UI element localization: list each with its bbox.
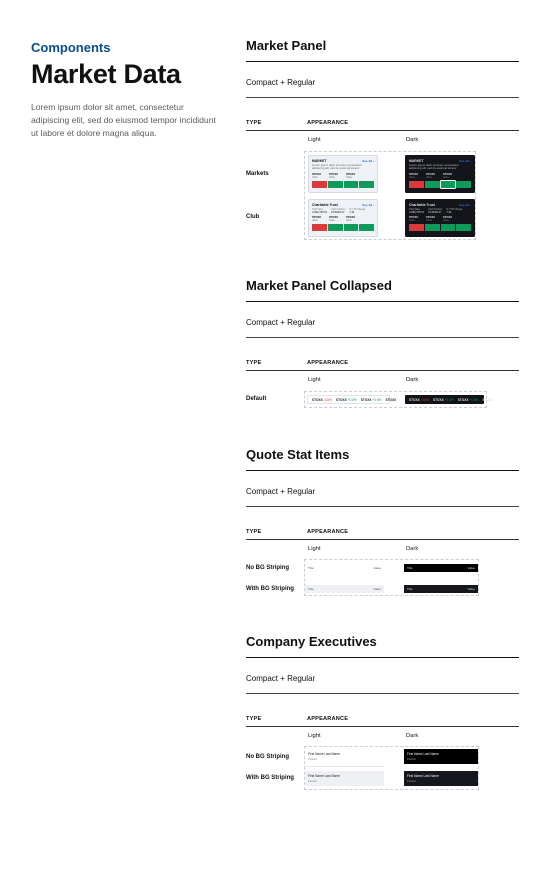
market-tile[interactable] <box>359 224 374 231</box>
row-label-with-striping: With BG Striping <box>246 775 294 781</box>
market-tile[interactable] <box>456 224 471 231</box>
market-tile[interactable] <box>409 224 424 231</box>
stat-item: STOXX Value <box>426 216 436 222</box>
dark-label: Dark <box>406 377 419 384</box>
see-all-link[interactable]: See All › <box>459 159 471 163</box>
executive-light <box>305 749 384 764</box>
kv-item: Cash Position PCS009.47 <box>331 209 346 214</box>
section-title: Quote Stat Items <box>246 447 350 462</box>
section-market-panel-collapsed <box>246 278 519 413</box>
executive-name: First Name Last Name <box>407 774 439 778</box>
executive-name: First Name Last Name <box>407 752 439 756</box>
market-tile[interactable] <box>441 224 456 231</box>
market-tile[interactable] <box>312 224 327 231</box>
stat-value: Value <box>467 587 475 591</box>
market-card-light <box>308 155 378 193</box>
light-label: Light <box>308 546 321 553</box>
executive-light-striped <box>305 771 384 786</box>
market-tile[interactable] <box>344 224 359 231</box>
stat-item: STOXX Value <box>346 172 356 179</box>
stat-item: STOXX Value <box>312 216 322 222</box>
header-type: TYPE <box>246 716 262 723</box>
ticker[interactable]: STOXX +0.5% <box>335 397 357 402</box>
stat-item: STOXX Value <box>329 172 339 179</box>
stat-title: Title <box>407 566 413 570</box>
section-market-panel <box>246 38 519 248</box>
section-title: Market Panel <box>246 38 327 53</box>
quote-stat-dark-striped <box>404 585 478 593</box>
header-appearance: APPEARANCE <box>307 716 349 723</box>
divider <box>246 370 519 371</box>
header-type: TYPE <box>246 360 262 367</box>
light-label: Light <box>308 377 321 384</box>
table-header <box>246 716 519 728</box>
stat-value: Value <box>373 587 381 591</box>
stat-title: Title <box>308 566 314 570</box>
variant-header <box>246 377 519 391</box>
divider <box>246 693 519 694</box>
club-card-light <box>308 199 378 237</box>
card-description: Lorem ipsum dolor sit amet, consectetur adipiscing elit, sed do eiusmod tempor <box>409 163 459 171</box>
market-tile[interactable] <box>328 181 343 188</box>
divider <box>246 539 519 540</box>
card-description: Lorem ipsum dolor sit amet, consectetur adipiscing elit, sed do eiusmod tempor <box>312 163 362 171</box>
see-all-link[interactable]: See All › <box>362 203 374 207</box>
section-title: Market Panel Collapsed <box>246 278 392 293</box>
see-all-link[interactable]: See All › <box>362 159 374 163</box>
executive-position: Position <box>308 758 318 761</box>
executive-name: First Name Last Name <box>308 774 340 778</box>
quote-stat-dark <box>404 564 478 572</box>
card-title: Charitable Trust <box>312 203 338 207</box>
stat-item: STOXX Value <box>409 216 419 222</box>
section-subtitle: Compact + Regular <box>246 78 316 88</box>
stat-item: STOXX Value <box>443 216 453 222</box>
ticker[interactable]: STOXX +0.5% <box>432 397 454 402</box>
ticker[interactable]: STOXX <box>482 397 494 402</box>
divider <box>246 470 519 471</box>
card-title: Charitable Trust <box>409 203 435 207</box>
kv-item: Total Value 3,099,765.51 <box>312 209 328 214</box>
collapsed-strip-light <box>307 395 397 404</box>
stat-item: STOXX Value <box>312 172 322 179</box>
table-header <box>246 120 519 132</box>
table-header <box>246 529 519 541</box>
kv-item: % YTD Change 7.44 <box>446 209 463 214</box>
row-label-default: Default <box>246 396 267 402</box>
dark-label: Dark <box>406 733 419 740</box>
ticker[interactable]: STOXX +0.5% <box>360 397 382 402</box>
executive-position: Position <box>407 758 417 761</box>
light-label: Light <box>308 733 321 740</box>
divider <box>246 130 519 131</box>
market-tile[interactable] <box>441 181 456 188</box>
market-tile[interactable] <box>425 224 440 231</box>
card-title: MARKET <box>409 159 424 163</box>
see-all-link[interactable]: See All › <box>459 203 471 207</box>
ticker[interactable]: STOXX -0.6% <box>409 397 429 402</box>
row-label-no-striping: No BG Striping <box>246 565 289 571</box>
executive-dark-striped <box>404 771 478 786</box>
section-subtitle: Compact + Regular <box>246 318 316 328</box>
quote-stat-light-striped <box>305 585 384 593</box>
kv-item: Total Value 3,099,765.51 <box>409 209 425 214</box>
market-tile[interactable] <box>409 181 424 188</box>
kv-item: % YTD Change 7.44 <box>349 209 366 214</box>
ticker[interactable]: STOXX <box>385 397 397 402</box>
divider <box>246 657 519 658</box>
stat-value: Value <box>467 566 475 570</box>
market-tile[interactable] <box>312 181 327 188</box>
row-label-markets: Markets <box>246 171 269 177</box>
club-card-dark <box>405 199 475 237</box>
executive-position: Position <box>407 780 417 783</box>
kv-item: Cash Position PCS009.47 <box>428 209 443 214</box>
divider <box>246 301 519 302</box>
variant-header <box>246 137 519 151</box>
quote-stat-light <box>305 564 384 572</box>
section-quote-stat-items <box>246 447 519 602</box>
stat-item: STOXX Value <box>329 216 339 222</box>
row-label-club: Club <box>246 214 260 220</box>
stat-item: STOXX Value <box>443 172 453 179</box>
dark-label: Dark <box>406 546 419 553</box>
intro <box>31 40 216 139</box>
card-title: MARKET <box>312 159 327 163</box>
header-appearance: APPEARANCE <box>307 529 349 536</box>
table-header <box>246 360 519 372</box>
executive-name: First Name Last Name <box>308 752 340 756</box>
row-label-no-striping: No BG Striping <box>246 754 289 760</box>
market-tile[interactable] <box>456 181 471 188</box>
market-tile[interactable] <box>425 181 440 188</box>
market-tile[interactable] <box>359 181 374 188</box>
ticker[interactable]: STOXX +0.5% <box>457 397 479 402</box>
light-label: Light <box>308 137 321 144</box>
divider <box>246 61 519 62</box>
market-tile[interactable] <box>328 224 343 231</box>
collapsed-strip-dark <box>405 395 494 404</box>
section-subtitle: Compact + Regular <box>246 487 316 497</box>
stat-title: Title <box>308 587 314 591</box>
stat-value: Value <box>373 566 381 570</box>
header-appearance: APPEARANCE <box>307 360 349 367</box>
stat-item: STOXX Value <box>346 216 356 222</box>
stat-item: STOXX Value <box>409 172 419 179</box>
market-tile[interactable] <box>344 181 359 188</box>
page-description: Lorem ipsum dolor sit amet, consectetur adipiscing elit, sed do eiusmod tempor incididunt ut labore et dolore magna aliqua. <box>31 102 216 138</box>
divider <box>246 337 519 338</box>
section-company-executives <box>246 634 519 794</box>
divider <box>305 766 384 767</box>
eyebrow: Components <box>31 40 111 55</box>
divider <box>246 506 519 507</box>
executive-position: Position <box>308 780 318 783</box>
ticker[interactable]: STOXX -0.6% <box>312 397 332 402</box>
section-subtitle: Compact + Regular <box>246 674 316 684</box>
header-type: TYPE <box>246 529 262 536</box>
market-card-dark <box>405 155 475 193</box>
divider <box>246 97 519 98</box>
section-title: Company Executives <box>246 634 377 649</box>
dark-label: Dark <box>406 137 419 144</box>
stat-title: Title <box>407 587 413 591</box>
page-title: Market Data <box>31 59 181 89</box>
header-type: TYPE <box>246 120 262 127</box>
divider <box>246 726 519 727</box>
executive-dark <box>404 749 478 764</box>
stat-item: STOXX Value <box>426 172 436 179</box>
row-label-with-striping: With BG Striping <box>246 586 294 592</box>
header-appearance: APPEARANCE <box>307 120 349 127</box>
